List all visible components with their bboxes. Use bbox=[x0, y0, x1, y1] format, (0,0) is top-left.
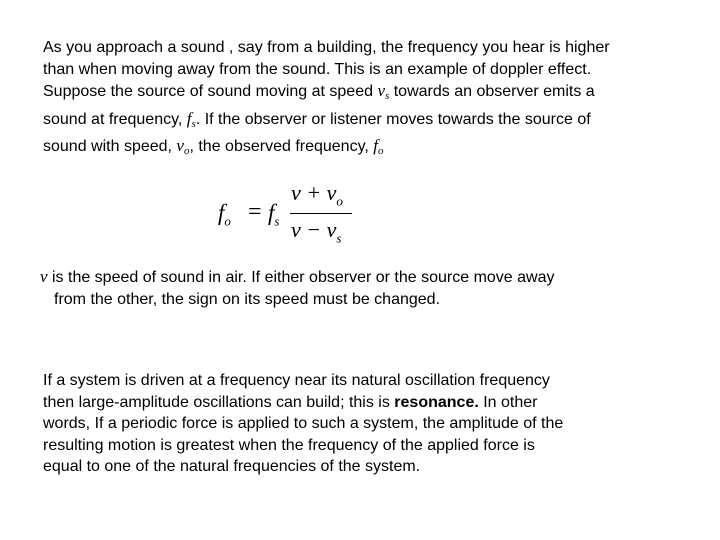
doppler-line-3: Suppose the source of sound moving at speed $v_s$ towards an observer emits a bbox=[43, 81, 595, 102]
doppler-line-5: sound with speed, $v_o$, the observed frequency, $f_o$ bbox=[43, 136, 384, 157]
formula-lhs: $f_o$ bbox=[218, 200, 231, 229]
resonance-line-1: If a system is driven at a frequency near its natural oscillation frequency bbox=[43, 372, 550, 389]
doppler-formula bbox=[218, 180, 368, 250]
source-speed-symbol: $v_s$ bbox=[377, 81, 390, 102]
resonance-line-2: then large-amplitude oscillations can build; this is resonance. In other bbox=[43, 393, 538, 411]
speed-note-paragraph bbox=[40, 266, 554, 310]
resonance-paragraph bbox=[43, 370, 563, 478]
resonance-line-3: words, If a periodic force is applied to such a system, the amplitude of the bbox=[43, 415, 564, 432]
resonance-line-4: resulting motion is greatest when the frequency of the applied force is bbox=[43, 436, 535, 454]
doppler-paragraph bbox=[43, 37, 610, 163]
speed-symbol: v bbox=[40, 267, 48, 286]
source-frequency-symbol: $f_s$ bbox=[186, 108, 196, 130]
speed-note-line-2: from the other, the sign on its speed must be changed. bbox=[54, 290, 441, 308]
speed-note-line-1: v is the speed of sound in air. If either observer or the source move away bbox=[40, 267, 555, 286]
observer-speed-symbol: $v_o$ bbox=[176, 136, 190, 157]
doppler-line-4: sound at frequency, $f_s$. If the observer or listener moves towards the source of bbox=[43, 108, 591, 130]
doppler-line-2: than when moving away from the sound. This is an example of doppler effect. bbox=[43, 60, 592, 78]
resonance-line-5: equal to one of the natural frequencies of the system. bbox=[43, 458, 421, 475]
formula-equals: = bbox=[248, 199, 262, 225]
formula-source-frequency: $f_s$ bbox=[268, 200, 280, 229]
formula-numerator: $v + v_o$ bbox=[291, 180, 343, 209]
fraction-bar bbox=[290, 213, 352, 214]
formula-denominator: $v - v_s$ bbox=[291, 217, 342, 246]
doppler-line-1: As you approach a sound , say from a building, the frequency you hear is higher bbox=[43, 39, 610, 56]
resonance-term: resonance. bbox=[394, 393, 479, 411]
observed-frequency-symbol: $f_o$ bbox=[373, 136, 384, 157]
